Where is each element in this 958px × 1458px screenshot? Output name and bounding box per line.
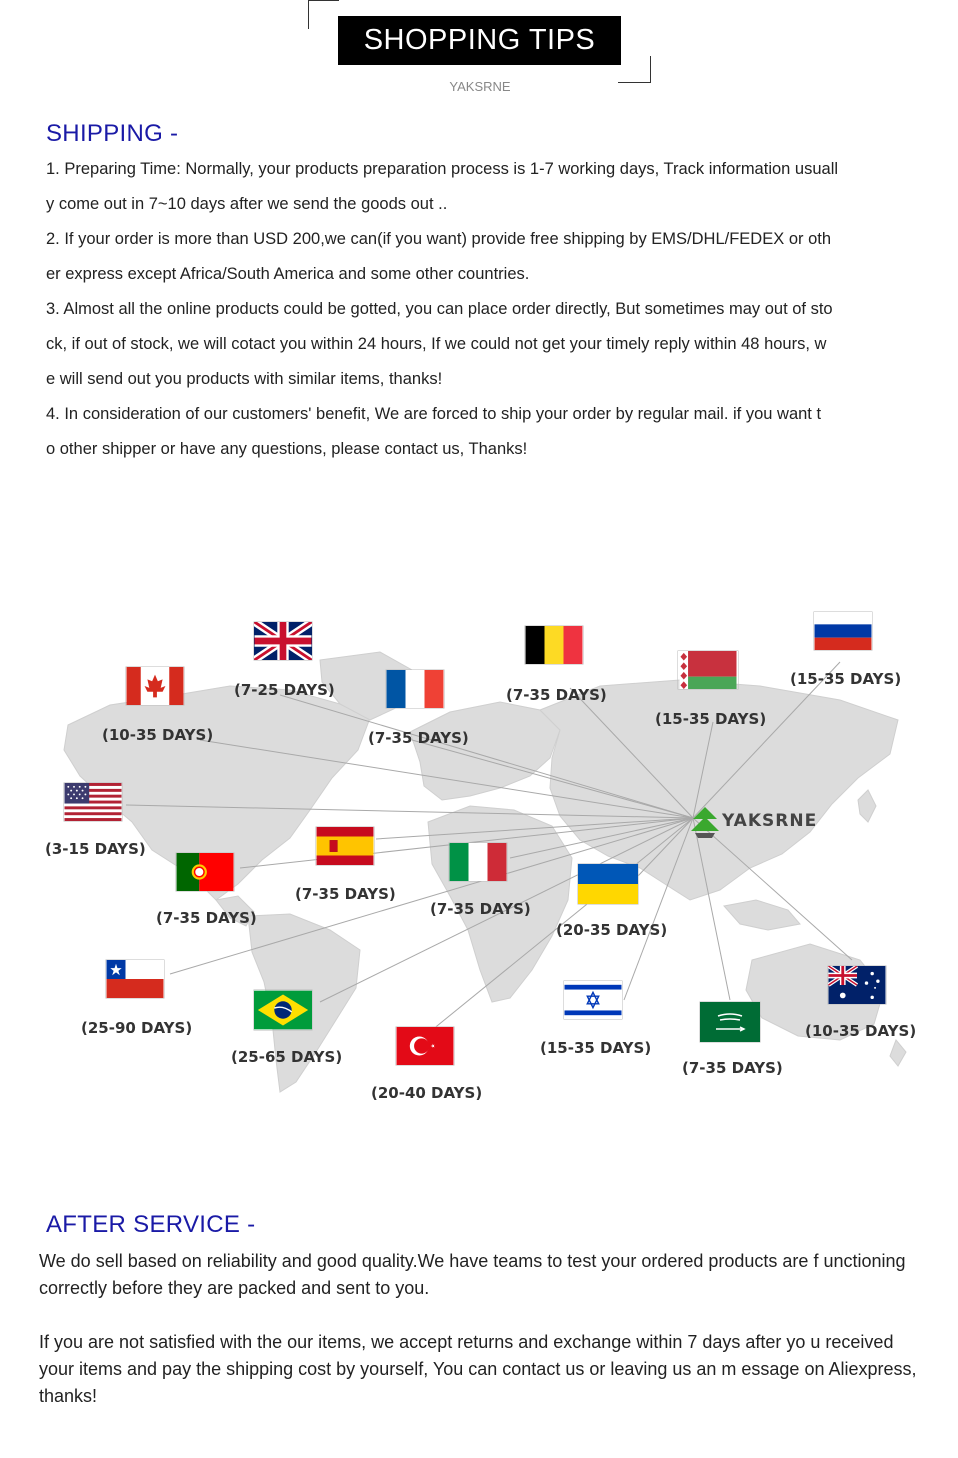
days-label-canada: (10-35 DAYS) xyxy=(102,726,214,744)
uk-flag xyxy=(254,622,312,660)
italy-flag xyxy=(449,843,507,881)
france-flag-icon xyxy=(386,670,444,708)
shipping-line: 3. Almost all the online products could be gotted, you can place order directly, But sometimes may out of sto xyxy=(46,300,833,318)
canada-flag xyxy=(126,667,184,705)
days-label-portugal: (7-35 DAYS) xyxy=(156,909,257,927)
france-flag xyxy=(386,670,444,708)
after-service-paragraph: If you are not satisfied with the our items, we accept returns and exchange within 7 days after yo u received your items and pay the shipping cost by yourself, You can contact us or leaving us an m essage on Aliexpress, thanks! xyxy=(39,1332,917,1406)
page-title: SHOPPING TIPS xyxy=(338,16,621,65)
turkey-flag-icon xyxy=(396,1027,454,1065)
shipping-heading: SHIPPING - xyxy=(46,120,179,147)
days-label-belgium: (7-35 DAYS) xyxy=(506,686,607,704)
ukraine-flag xyxy=(578,864,638,904)
belgium-flag-icon xyxy=(525,626,583,664)
belarus-flag-icon xyxy=(678,651,738,689)
header-bracket-top-left xyxy=(308,0,339,29)
ukraine-flag-icon xyxy=(578,864,638,904)
shipping-line: 2. If your order is more than USD 200,we can(if you want) provide free shipping by EMS/DHL/FEDEX or oth xyxy=(46,230,832,248)
days-label-brazil: (25-65 DAYS) xyxy=(231,1048,343,1066)
israel-flag-icon xyxy=(564,981,622,1019)
turkey-flag xyxy=(396,1027,454,1065)
shipping-text xyxy=(46,152,914,467)
uk-flag-icon xyxy=(254,622,312,660)
chile-flag-icon xyxy=(106,960,164,998)
spain-flag xyxy=(316,827,374,865)
days-label-chile: (25-90 DAYS) xyxy=(81,1019,193,1037)
saudi-flag-icon xyxy=(700,1002,760,1042)
shipping-line: ck, if out of stock, we will cotact you within 24 hours, If we could not get your timely reply within 48 hours, w xyxy=(46,335,827,353)
shipping-line: e will send out you products with similar items, thanks! xyxy=(46,370,443,388)
logo-text: YAKSRNE xyxy=(722,811,818,831)
russia-flag xyxy=(814,612,872,650)
days-label-saudi: (7-35 DAYS) xyxy=(682,1059,783,1077)
spain-flag-icon xyxy=(316,827,374,865)
after-service-heading: AFTER SERVICE - xyxy=(46,1211,256,1238)
days-label-turkey: (20-40 DAYS) xyxy=(371,1084,483,1102)
canada-flag-icon xyxy=(126,667,184,705)
days-label-italy: (7-35 DAYS) xyxy=(430,900,531,918)
australia-flag-icon xyxy=(828,966,886,1004)
after-service-paragraph: We do sell based on reliability and good quality.We have teams to test your ordered products are f unctioning correctly before they are packed and sent to you. xyxy=(39,1251,906,1298)
chile-flag xyxy=(106,960,164,998)
shipping-line: 1. Preparing Time: Normally, your products preparation process is 1-7 working days, Track information usuall xyxy=(46,160,839,178)
shipping-line: o other shipper or have any questions, please contact us, Thanks! xyxy=(46,440,528,458)
portugal-flag xyxy=(176,853,234,891)
usa-flag xyxy=(64,783,122,821)
days-label-russia: (15-35 DAYS) xyxy=(790,670,902,688)
italy-flag-icon xyxy=(449,843,507,881)
brazil-flag xyxy=(254,990,312,1030)
days-label-ukraine: (20-35 DAYS) xyxy=(556,921,668,939)
russia-flag-icon xyxy=(814,612,872,650)
days-label-spain: (7-35 DAYS) xyxy=(295,885,396,903)
days-label-israel: (15-35 DAYS) xyxy=(540,1039,652,1057)
israel-flag xyxy=(564,981,622,1019)
tree-logo-icon xyxy=(688,805,722,839)
belarus-flag xyxy=(678,651,738,689)
shipping-line: er express except Africa/South America and some other countries. xyxy=(46,265,530,283)
shipping-line: y come out in 7~10 days after we send the goods out .. xyxy=(46,195,448,213)
yaksrne-logo xyxy=(688,805,828,841)
shipping-line: 4. In consideration of our customers' benefit, We are forced to ship your order by regular mail. if you want t xyxy=(46,405,822,423)
brazil-flag-icon xyxy=(254,990,312,1030)
days-label-france: (7-35 DAYS) xyxy=(368,729,469,747)
usa-flag-icon xyxy=(64,783,122,821)
saudi-flag xyxy=(700,1002,760,1042)
belgium-flag xyxy=(525,626,583,664)
days-label-uk: (7-25 DAYS) xyxy=(234,681,335,699)
days-label-usa: (3-15 DAYS) xyxy=(45,840,146,858)
header-bracket-bottom-right xyxy=(618,56,651,83)
world-map xyxy=(40,600,920,1100)
brand-name: YAKSRNE xyxy=(449,79,511,94)
days-label-belarus: (15-35 DAYS) xyxy=(655,710,767,728)
days-label-australia: (10-35 DAYS) xyxy=(805,1022,917,1040)
portugal-flag-icon xyxy=(176,853,234,891)
after-service-text xyxy=(39,1248,919,1437)
australia-flag xyxy=(828,966,886,1004)
